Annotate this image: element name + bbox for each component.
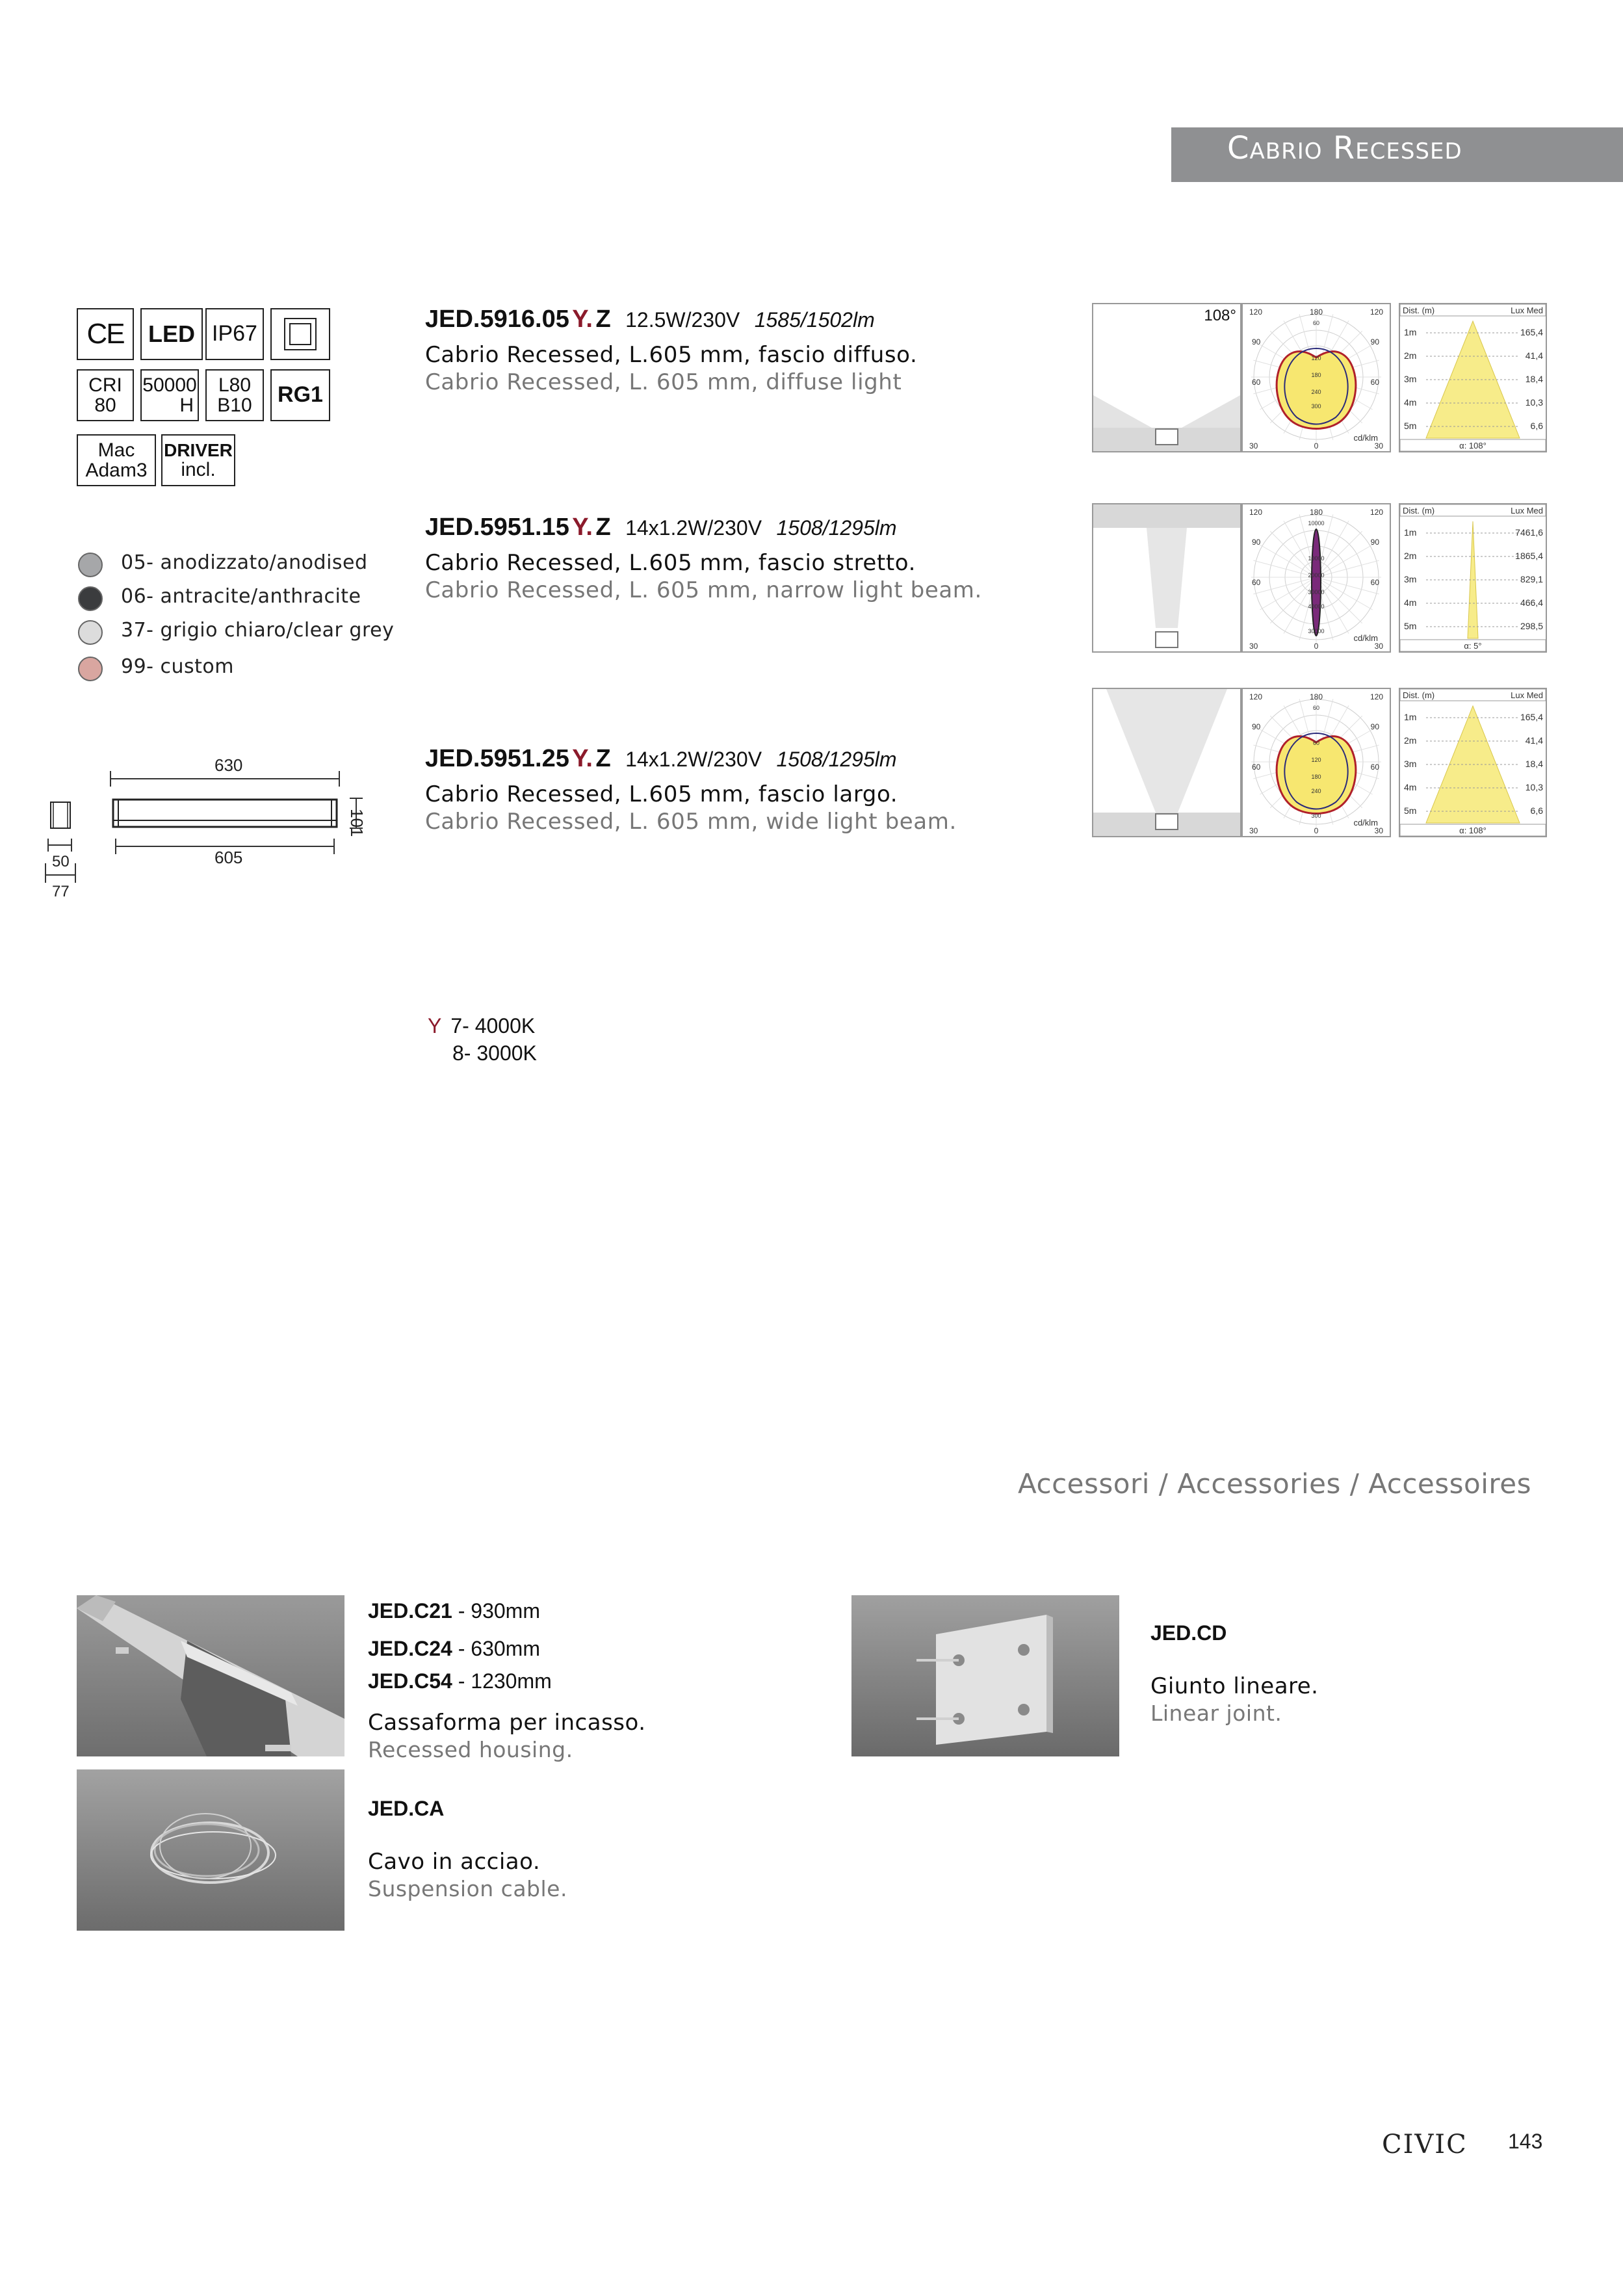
polar-label: cd/klm bbox=[1353, 633, 1378, 643]
polar-label: 180 bbox=[1311, 372, 1321, 378]
lux-distance: 3m bbox=[1404, 574, 1417, 584]
lux-value: 1865,4 bbox=[1515, 551, 1543, 561]
polar-label: 60 bbox=[1312, 320, 1320, 326]
polar-label: 60 bbox=[1370, 378, 1379, 387]
dimension-height: 101 bbox=[347, 809, 367, 837]
lux-distance: 4m bbox=[1404, 597, 1417, 608]
lux-value: 6,6 bbox=[1530, 805, 1543, 816]
product-power: 12.5W/230V bbox=[625, 308, 740, 332]
polar-label: 180 bbox=[1309, 307, 1323, 317]
lux-value: 165,4 bbox=[1520, 327, 1543, 337]
polar-grid-ray bbox=[1316, 531, 1362, 577]
product-description-it: Cabrio Recessed, L.605 mm, fascio diffuso. bbox=[425, 342, 918, 368]
color-temp-variable: Y bbox=[428, 1014, 442, 1037]
lux-header-left: Dist. (m) bbox=[1403, 690, 1435, 700]
polar-grid-ray bbox=[1316, 577, 1362, 623]
page-number: 143 bbox=[1508, 2130, 1543, 2153]
polar-label: 120 bbox=[1370, 692, 1383, 701]
ip67-icon: IP67 bbox=[205, 308, 264, 360]
cri-icon: CRI 80 bbox=[77, 369, 134, 421]
beam-diagram-narrow bbox=[1092, 503, 1241, 653]
polar-grid-ray bbox=[1316, 577, 1373, 610]
lux-distance: 3m bbox=[1404, 374, 1417, 384]
lux-distance: 5m bbox=[1404, 421, 1417, 431]
polar-label: 30 bbox=[1374, 441, 1383, 450]
product-code-line bbox=[425, 514, 897, 541]
color-temp-variable: Y. bbox=[572, 745, 593, 772]
lux-table-wide bbox=[1399, 688, 1547, 837]
lux-value: 7461,6 bbox=[1515, 527, 1543, 538]
beam-diagram-wide bbox=[1092, 688, 1241, 837]
lux-alpha: α: 108° bbox=[1459, 441, 1487, 450]
dimension-section-inner: 50 bbox=[52, 853, 70, 870]
polar-label: 120 bbox=[1249, 692, 1263, 701]
polar-diagram-narrow bbox=[1241, 503, 1391, 653]
color-temp-option: 8- 3000K bbox=[452, 1041, 537, 1065]
polar-diagram-diffuse bbox=[1241, 303, 1391, 452]
polar-label: 60 bbox=[1252, 763, 1261, 772]
lux-distance: 1m bbox=[1404, 527, 1417, 538]
product-lumen: 1508/1295lm bbox=[776, 748, 897, 771]
polar-label: 30 bbox=[1249, 826, 1258, 835]
lux-distance: 4m bbox=[1404, 397, 1417, 408]
lux-distance: 5m bbox=[1404, 621, 1417, 631]
polar-label: 90 bbox=[1252, 337, 1261, 346]
lux-distance: 2m bbox=[1404, 551, 1417, 561]
polar-label: 60 bbox=[1370, 763, 1379, 772]
lux-distance: 1m bbox=[1404, 712, 1417, 722]
product-description-it: Cabrio Recessed, L.605 mm, fascio stretto. bbox=[425, 550, 916, 576]
lux-alpha: α: 108° bbox=[1459, 826, 1487, 835]
polar-label: 10000 bbox=[1308, 555, 1325, 562]
polar-grid-ray bbox=[1270, 531, 1316, 577]
polar-label: cd/klm bbox=[1353, 433, 1378, 443]
polar-label: 10000 bbox=[1308, 520, 1325, 527]
polar-label: 60 bbox=[1312, 705, 1320, 711]
polar-label: 120 bbox=[1249, 307, 1263, 317]
polar-label: 120 bbox=[1370, 508, 1383, 517]
accessory-code-line: JED.C21 - 930mm bbox=[368, 1599, 540, 1623]
suspension-cable-image bbox=[77, 1769, 344, 1931]
accessory-description-it: Cassaforma per incasso. bbox=[368, 1710, 646, 1736]
lux-value: 18,4 bbox=[1525, 374, 1543, 384]
lux-table-graphic bbox=[1400, 689, 1546, 836]
color-temp-variable: Y. bbox=[572, 514, 593, 541]
lux-header-right: Lux Med bbox=[1511, 690, 1543, 700]
product-code-line bbox=[425, 745, 897, 773]
polar-label: 300 bbox=[1311, 813, 1321, 819]
polar-label: 60 bbox=[1312, 740, 1320, 746]
lux-distance: 5m bbox=[1404, 805, 1417, 816]
lux-distance: 3m bbox=[1404, 759, 1417, 769]
accessory-description-en: Suspension cable. bbox=[368, 1876, 567, 1901]
polar-label: cd/klm bbox=[1353, 818, 1378, 828]
lux-header-left: Dist. (m) bbox=[1403, 306, 1435, 315]
polar-label: 240 bbox=[1311, 788, 1321, 794]
lux-distance: 2m bbox=[1404, 735, 1417, 746]
polar-label: 30 bbox=[1374, 642, 1383, 651]
product-power: 14x1.2W/230V bbox=[625, 516, 762, 540]
accessory-description-it: Giunto lineare. bbox=[1150, 1673, 1319, 1699]
polar-label: 120 bbox=[1311, 757, 1321, 763]
product-power: 14x1.2W/230V bbox=[625, 748, 762, 771]
page-title: Cabrio Recessed bbox=[1227, 130, 1462, 166]
color-temp-option: Y 7- 4000K bbox=[428, 1014, 536, 1037]
lux-header-right: Lux Med bbox=[1511, 506, 1543, 515]
l80-b10-icon: L80 B10 bbox=[205, 369, 264, 421]
accessory-description-en: Recessed housing. bbox=[368, 1737, 573, 1762]
finish-label: 37- grigio chiaro/clear grey bbox=[121, 619, 395, 642]
polar-label: 90 bbox=[1370, 538, 1379, 547]
accessories-title: Accessori / Accessories / Accessoires bbox=[1018, 1468, 1531, 1500]
lux-alpha: α: 5° bbox=[1464, 641, 1482, 651]
polar-label: 120 bbox=[1370, 307, 1383, 317]
finish-swatch-anodised bbox=[78, 553, 103, 577]
polar-grid-ray bbox=[1316, 545, 1373, 577]
polar-label: 90 bbox=[1252, 538, 1261, 547]
led-icon: LED bbox=[140, 308, 203, 360]
lux-value: 41,4 bbox=[1525, 735, 1543, 746]
polar-label: 30000 bbox=[1308, 628, 1325, 634]
finish-swatch-clear-grey bbox=[78, 620, 103, 645]
finish-label: 06- antracite/anthracite bbox=[121, 585, 361, 608]
lux-distance: 2m bbox=[1404, 350, 1417, 361]
brand-logo: CIVIC bbox=[1382, 2130, 1468, 2159]
polar-label: 90 bbox=[1370, 337, 1379, 346]
polar-label: 30 bbox=[1249, 441, 1258, 450]
polar-label: 0 bbox=[1314, 441, 1319, 450]
finish-swatch-anthracite bbox=[78, 586, 103, 611]
polar-label: 60 bbox=[1370, 578, 1379, 587]
polar-label: 20000 bbox=[1308, 572, 1325, 579]
polar-curve bbox=[1312, 529, 1321, 636]
polar-label: 240 bbox=[1311, 389, 1321, 395]
polar-label: 0 bbox=[1314, 826, 1319, 835]
lux-header-right: Lux Med bbox=[1511, 306, 1543, 315]
lux-table-narrow bbox=[1399, 503, 1547, 653]
polar-label: 60 bbox=[1252, 578, 1261, 587]
beam-diagram-diffuse bbox=[1092, 303, 1241, 452]
dimension-width-inner: 605 bbox=[214, 848, 243, 867]
rg1-icon: RG1 bbox=[270, 369, 330, 421]
dimension-width-outer: 630 bbox=[214, 755, 243, 775]
polar-diagram-wide bbox=[1241, 688, 1391, 837]
polar-label: 30000 bbox=[1308, 589, 1325, 595]
dimension-section-outer: 77 bbox=[52, 883, 70, 900]
polar-label: 30 bbox=[1374, 826, 1383, 835]
ce-mark-icon: CE bbox=[77, 308, 134, 360]
polar-grid-ray bbox=[1270, 577, 1316, 623]
polar-label: 90 bbox=[1370, 722, 1379, 731]
lux-distance: 4m bbox=[1404, 782, 1417, 792]
finish-swatch-custom bbox=[78, 657, 103, 681]
accessory-code-line: JED.C54 - 1230mm bbox=[368, 1669, 552, 1693]
lux-table-graphic bbox=[1400, 304, 1546, 451]
product-description-en: Cabrio Recessed, L. 605 mm, diffuse light bbox=[425, 369, 902, 395]
product-code: JED.5951.25 bbox=[425, 745, 569, 772]
lux-table-graphic bbox=[1400, 504, 1546, 651]
product-code: JED.5951.15 bbox=[425, 514, 569, 541]
polar-label: 300 bbox=[1311, 403, 1321, 410]
polar-label: 40000 bbox=[1308, 603, 1325, 610]
product-description-en: Cabrio Recessed, L. 605 mm, narrow light beam. bbox=[425, 577, 982, 603]
lux-value: 10,3 bbox=[1525, 782, 1543, 792]
color-temp-variable: Y. bbox=[572, 306, 593, 333]
accessory-code: JED.CD bbox=[1150, 1621, 1227, 1645]
beam-angle-label: 108° bbox=[1204, 307, 1236, 324]
polar-label: 30 bbox=[1249, 642, 1258, 651]
polar-label: 0 bbox=[1314, 642, 1319, 651]
lux-value: 298,5 bbox=[1520, 621, 1543, 631]
polar-label: 180 bbox=[1311, 774, 1321, 780]
lux-value: 10,3 bbox=[1525, 397, 1543, 408]
finish-variable: Z bbox=[595, 306, 611, 333]
finish-label: 99- custom bbox=[121, 655, 235, 678]
product-description-it: Cabrio Recessed, L.605 mm, fascio largo. bbox=[425, 781, 898, 807]
finish-variable: Z bbox=[595, 745, 611, 772]
polar-label: 180 bbox=[1309, 508, 1323, 517]
product-code-line bbox=[425, 306, 875, 333]
lux-value: 41,4 bbox=[1525, 350, 1543, 361]
finish-label: 05- anodizzato/anodised bbox=[121, 551, 368, 574]
double-square-icon bbox=[270, 308, 330, 360]
section-header-banner bbox=[1171, 127, 1623, 182]
driver-included-icon: DRIVER incl. bbox=[161, 434, 235, 486]
lux-value: 165,4 bbox=[1520, 712, 1543, 722]
accessory-description-en: Linear joint. bbox=[1150, 1701, 1282, 1726]
lux-distance: 1m bbox=[1404, 327, 1417, 337]
polar-label: 120 bbox=[1311, 355, 1321, 361]
lux-value: 829,1 bbox=[1520, 574, 1543, 584]
product-lumen: 1585/1502lm bbox=[754, 308, 875, 332]
lux-value: 466,4 bbox=[1520, 597, 1543, 608]
linear-joint-image bbox=[851, 1595, 1119, 1756]
product-lumen: 1508/1295lm bbox=[776, 516, 897, 540]
recessed-housing-image bbox=[77, 1595, 344, 1756]
macadam-icon: Mac Adam3 bbox=[77, 434, 156, 486]
accessory-code-line: JED.C24 - 630mm bbox=[368, 1637, 540, 1660]
finish-variable: Z bbox=[595, 514, 611, 541]
product-description-en: Cabrio Recessed, L. 605 mm, wide light beam. bbox=[425, 809, 957, 835]
accessory-code: JED.CA bbox=[368, 1797, 445, 1820]
accessory-description-it: Cavo in acciao. bbox=[368, 1849, 541, 1875]
product-code: JED.5916.05 bbox=[425, 306, 569, 333]
lifetime-hours-icon: 50000 H bbox=[140, 369, 199, 421]
polar-label: 60 bbox=[1252, 378, 1261, 387]
lux-table-diffuse bbox=[1399, 303, 1547, 452]
polar-label: 120 bbox=[1249, 508, 1263, 517]
polar-label: 90 bbox=[1252, 722, 1261, 731]
lux-value: 18,4 bbox=[1525, 759, 1543, 769]
lux-header-left: Dist. (m) bbox=[1403, 506, 1435, 515]
lux-value: 6,6 bbox=[1530, 421, 1543, 431]
polar-label: 180 bbox=[1309, 692, 1323, 701]
